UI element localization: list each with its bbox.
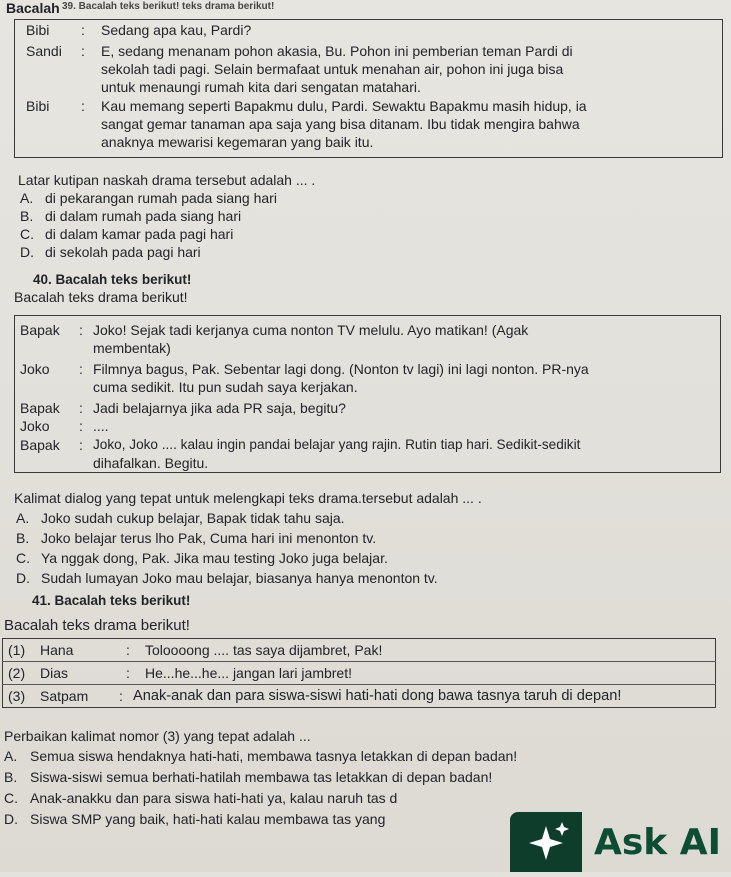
option-letter: D.	[16, 570, 30, 586]
colon: :	[79, 322, 83, 338]
q39-dialog-line: Sedang apa kau, Pardi?	[101, 22, 252, 38]
speaker: Joko	[20, 361, 50, 377]
row-divider	[2, 684, 716, 685]
option-letter: B.	[16, 530, 30, 546]
option-letter: B.	[20, 208, 34, 224]
speaker: Dias	[40, 665, 69, 681]
option-text: di dalam kamar pada pagi hari	[45, 226, 234, 242]
q39-question: Latar kutipan naskah drama tersebut adalah ... .	[18, 172, 316, 188]
option-letter: D.	[4, 811, 18, 827]
q41-dialog-line: Anak-anak dan para siswa-siswi hati-hati dong bawa tasnya taruh di depan!	[133, 688, 622, 704]
q39-dialog-line: untuk menaungi rumah kita dari sengatan matahari.	[101, 79, 421, 95]
colon: :	[79, 418, 83, 434]
q40-dialog-line: Jadi belajarnya jika ada PR saja, begitu?	[93, 400, 346, 416]
option-text: Siswa SMP yang baik, hati-hati kalau membawa tas yang	[30, 811, 386, 827]
option-text: Sudah lumayan Joko mau belajar, biasanya hanya menonton tv.	[41, 570, 438, 586]
top-header-prefix: Bacalah	[6, 0, 60, 16]
ask-ai-label: Ask AI	[594, 822, 722, 863]
colon: :	[79, 400, 83, 416]
option-letter: B.	[4, 769, 18, 785]
option-text: di dalam rumah pada siang hari	[45, 208, 242, 224]
option-letter: A.	[4, 748, 18, 764]
q40-dialog-line: Filmnya bagus, Pak. Sebentar lagi dong. (Nonton tv lagi) ini lagi nonton. PR-nya	[93, 361, 589, 377]
speaker: Hana	[40, 642, 74, 658]
option-letter: C.	[20, 226, 34, 242]
option-letter: A.	[20, 190, 34, 206]
option-text: Anak-anakku dan para siswa hati-hati ya, kalau naruh tas d	[30, 790, 398, 806]
sparkle-icon	[510, 812, 582, 872]
q40-dialog-line: cuma sedikit. Itu pun sudah saya kerjakan.	[93, 379, 358, 395]
option-text: Ya nggak dong, Pak. Jika mau testing Joko juga belajar.	[41, 550, 388, 566]
option-text: di pekarangan rumah pada siang hari	[45, 190, 277, 206]
dialog-number: (2)	[8, 665, 26, 681]
q41-dialog-line: Toloooong .... tas saya dijambret, Pak!	[145, 642, 383, 658]
option-text: Semua siswa hendaknya hati-hati, membawa tasnya letakkan di depan badan!	[30, 748, 518, 764]
speaker: Bibi	[26, 98, 50, 114]
q40-dialog-line: Joko! Sejak tadi kerjanya cuma nonton TV melulu. Ayo matikan! (Agak	[93, 322, 529, 338]
dialog-number: (3)	[8, 688, 26, 704]
option-letter: C.	[16, 550, 30, 566]
colon: :	[81, 22, 85, 38]
q41-intro: Bacalah teks drama berikut!	[4, 617, 190, 634]
row-divider	[2, 661, 716, 662]
q39-dialog-line: E, sedang menanam pohon akasia, Bu. Pohon ini pemberian teman Pardi di	[101, 43, 573, 59]
option-letter: D.	[20, 244, 34, 260]
option-text: di sekolah pada pagi hari	[45, 244, 201, 260]
q40-dialog-line: membentak)	[93, 340, 171, 356]
q40-intro: Bacalah teks drama berikut!	[14, 289, 188, 305]
option-letter: C.	[4, 790, 18, 806]
speaker: Bapak	[20, 322, 60, 338]
colon: :	[81, 98, 85, 114]
q39-dialog-line: sangat gemar tanaman apa saja yang bisa ditanam. Ibu tidak mengira bahwa	[101, 116, 580, 132]
ask-ai-button[interactable]	[510, 812, 731, 872]
colon: :	[126, 642, 130, 658]
option-text: Joko belajar terus lho Pak, Cuma hari ini menonton tv.	[41, 530, 377, 546]
q40-question: Kalimat dialog yang tepat untuk melengkapi teks drama.tersebut adalah ... .	[14, 490, 482, 506]
dialog-number: (1)	[8, 642, 26, 658]
speaker: Joko	[20, 418, 50, 434]
colon: :	[126, 665, 130, 681]
q39-dialog-line: sekolah tadi pagi. Selain bermafaat untuk menahan air, pohon ini juga bisa	[101, 61, 564, 77]
speaker: Bibi	[26, 22, 50, 38]
speaker: Satpam	[40, 688, 89, 704]
speaker: Bapak	[20, 437, 60, 453]
colon: :	[119, 688, 123, 704]
colon: :	[79, 361, 83, 377]
q40-number-heading: 40. Bacalah teks berikut!	[33, 272, 192, 287]
q39-dialog-line: Kau memang seperti Bapakmu dulu, Pardi. Sewaktu Bapakmu masih hidup, ia	[101, 98, 587, 114]
q39-line	[26, 22, 49, 38]
option-text: Siswa-siswi semua berhati-hatilah membawa tas letakkan di depan badan!	[30, 769, 493, 785]
q41-number-heading: 41. Bacalah teks berikut!	[32, 593, 191, 608]
option-letter: A.	[16, 510, 30, 526]
top-header-overlap: 39. Bacalah teks berikut! teks drama berikut!	[62, 1, 275, 12]
colon: :	[79, 437, 83, 453]
q41-dialog-line: He...he...he... jangan lari jambret!	[145, 665, 352, 681]
speaker: Bapak	[20, 400, 60, 416]
colon: :	[81, 43, 85, 59]
q41-question: Perbaikan kalimat nomor (3) yang tepat adalah ...	[4, 728, 311, 744]
q39-dialog-line: anaknya mewarisi kegemaran yang baik itu.	[101, 134, 374, 150]
q40-dialog-line: dihafalkan. Begitu.	[93, 455, 209, 471]
q40-dialog-line: ....	[93, 418, 109, 434]
speaker: Sandi	[26, 43, 62, 59]
option-text: Joko sudah cukup belajar, Bapak tidak tahu saja.	[41, 510, 345, 526]
q40-dialog-line: Joko, Joko .... kalau ingin pandai belajar yang rajin. Rutin tiap hari. Sedikit-sedikit	[93, 437, 581, 452]
